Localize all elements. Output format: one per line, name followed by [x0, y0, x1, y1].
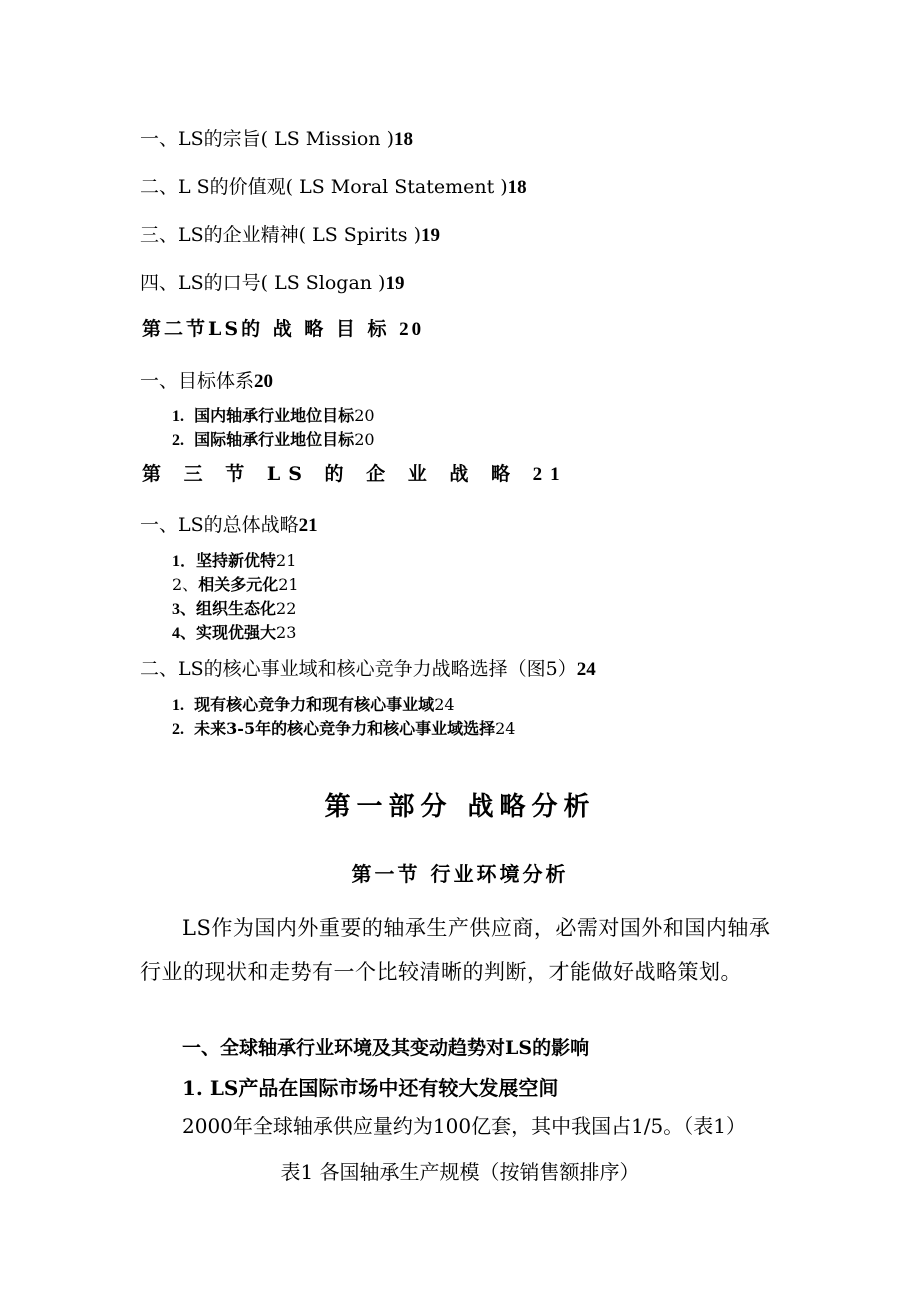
- toc-subentry-number: 4、: [172, 625, 197, 642]
- toc-page-number: 20: [254, 371, 274, 392]
- toc-subentry[interactable]: [172, 620, 296, 643]
- toc-subentry[interactable]: [172, 692, 455, 715]
- toc-subentry-number: 2.: [172, 432, 184, 449]
- toc-entry-goal-system[interactable]: [140, 366, 273, 393]
- toc-label: 三、LS的企业精神( LS Spirits ): [140, 224, 422, 246]
- toc-entry-core-business[interactable]: [140, 654, 596, 681]
- toc-subentry-label: 相关多元化: [198, 575, 279, 594]
- toc-subentry-number: 1.: [172, 408, 184, 425]
- toc-subentry-label: 实现优强大: [196, 623, 277, 642]
- toc-entry-spirits[interactable]: [140, 220, 440, 247]
- toc-label: 一、LS的宗旨( LS Mission ): [140, 128, 394, 150]
- toc-subentry[interactable]: [172, 596, 296, 619]
- toc-page-number: 24: [434, 695, 455, 714]
- table-caption: 表1 各国轴承生产规模（按销售额排序）: [280, 1160, 640, 1184]
- toc-label: 四、LS的口号( LS Slogan ): [140, 272, 386, 294]
- toc-page-number: 20: [399, 319, 425, 340]
- toc-page-number: 24: [495, 719, 516, 738]
- toc-subentry-number: 3、: [172, 601, 197, 618]
- toc-page-number: 21: [278, 575, 299, 594]
- intro-paragraph: LS作为国内外重要的轴承生产供应商，必需对国外和国内轴承行业的现状和走势有一个比较清晰的判断，才能做好战略策划。: [140, 916, 771, 984]
- toc-subentry-number: 2.: [172, 721, 184, 738]
- toc-page-number: 21: [276, 551, 297, 570]
- toc-label: 一、LS的总体战略: [140, 514, 299, 536]
- toc-subentry-label: 现有核心竞争力和现有核心事业域: [194, 695, 435, 714]
- toc-page-number: 18: [507, 177, 527, 198]
- toc-page-number: 24: [576, 659, 596, 680]
- part-title: 第一部分 战略分析: [324, 792, 596, 822]
- toc-page-number: 18: [394, 129, 413, 150]
- toc-page-number: 19: [385, 273, 405, 294]
- toc-page-number: 20: [354, 406, 375, 425]
- toc-label: 第二节LS的 战 略 目 标: [142, 318, 390, 340]
- toc-page-number: 21: [298, 515, 318, 536]
- toc-label: 二、L S的价值观( LS Moral Statement ): [140, 176, 508, 198]
- toc-page-number: 23: [276, 623, 297, 642]
- toc-entry-slogan[interactable]: [140, 268, 404, 295]
- subsubsection-heading: 1. LS产品在国际市场中还有较大发展空间: [182, 1076, 559, 1100]
- toc-subentry-label: 国内轴承行业地位目标: [194, 406, 355, 425]
- toc-subentry-label: 组织生态化: [196, 599, 277, 618]
- toc-page-number: 20: [354, 430, 375, 449]
- toc-section-corporate-strategy[interactable]: [142, 459, 568, 486]
- toc-label: 一、目标体系: [140, 370, 255, 392]
- toc-entry-moral-statement[interactable]: [140, 172, 527, 199]
- toc-label: 二、LS的核心事业域和核心竞争力战略选择（图5）: [140, 658, 577, 680]
- toc-subentry[interactable]: [172, 548, 296, 571]
- toc-page-number: 19: [421, 225, 441, 246]
- toc-subentry[interactable]: [172, 716, 515, 739]
- toc-entry-overall-strategy[interactable]: [140, 510, 318, 537]
- toc-entry-mission[interactable]: [140, 124, 413, 151]
- toc-subentry[interactable]: [172, 427, 375, 450]
- toc-subentry[interactable]: [172, 403, 375, 426]
- toc-subentry-label: 未来3-5年的核心竞争力和核心事业域选择: [194, 719, 496, 738]
- toc-subentry-number: 2、: [172, 575, 199, 594]
- subsection-heading: 一、全球轴承行业环境及其变动趋势对LS的影响: [182, 1037, 590, 1059]
- body-sentence: 2000年全球轴承供应量约为100亿套，其中我国占1/5。（表1）: [182, 1114, 746, 1138]
- section-title: 第一节 行业环境分析: [351, 862, 569, 886]
- toc-subentry-label: 坚持新优特: [196, 551, 277, 570]
- toc-subentry[interactable]: [172, 572, 299, 595]
- toc-subentry-number: 1.: [172, 697, 184, 714]
- toc-subentry-number: 1．: [172, 553, 197, 570]
- toc-section-strategic-goals[interactable]: [142, 314, 424, 341]
- toc-subentry-label: 国际轴承行业地位目标: [194, 430, 355, 449]
- toc-page-number: 22: [276, 599, 297, 618]
- toc-label: 第 三 节 LS 的 企 业 战 略: [142, 463, 518, 485]
- toc-page-number: 21: [532, 464, 568, 485]
